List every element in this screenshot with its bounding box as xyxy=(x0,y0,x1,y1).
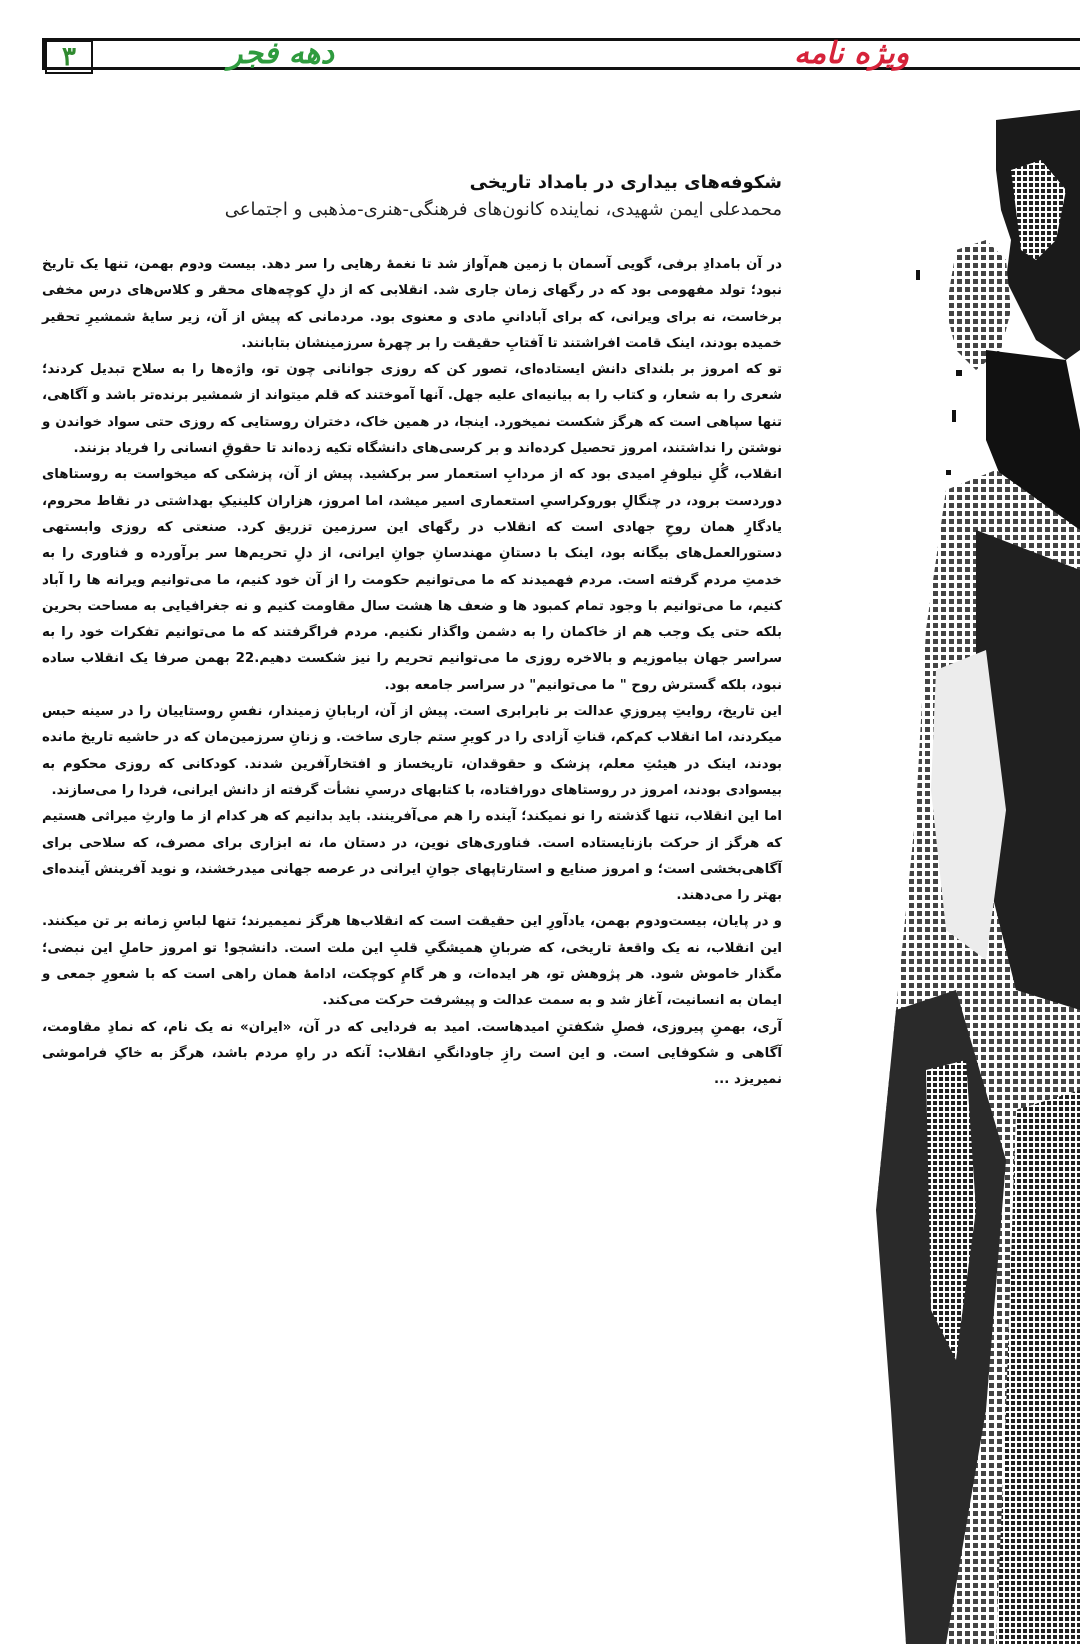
silhouette-portrait-icon xyxy=(836,110,1080,1644)
paragraph-1: در آن بامدادِ برفی، گویی آسمان با زمین هم‌آواز شد تا نغمهٔ رهایی را سر دهد. بیست ودوم بهمن، تنها یک تاریخ نبود؛ تولد مفهومی بود که در رگهای زمان جاری شد. انقلابی که از دلِ کوچه‌های محقر و کلاس‌های درس مخفی برخاست، نه برای ویرانی، که برای آبادانیِ مادی و معنوی بود. مردمانی که پیش از آن، زیر سایهٔ شمشیرِ تحقیر خمیده بودند، اینک قامت افراشتند تا آفتابِ حقیقت را بر چهرهٔ سرزمینشان بتابانند. xyxy=(42,257,782,351)
special-issue-label: ویژه نامه xyxy=(794,36,910,71)
article xyxy=(42,170,782,1094)
article-byline: محمدعلی ایمن شهیدی، نماینده کانون‌های فرهنگی-هنری-مذهبی و اجتماعی xyxy=(224,199,782,220)
portrait-photo xyxy=(836,110,1080,1644)
paragraph-7: آری، بهمنِ پیروزی، فصلِ شکفتنِ امیدهاست. امید به فردایی که در آن، «ایران» نه یک نام، که نمادِ مقاومت، آگاهی و شکوفایی است. و این است رازِ جاودانگیِ انقلاب: آنکه در راهِ مردم باشد، هرگز به خاکِ فراموشی نمیریزد ... xyxy=(42,1019,782,1088)
article-title: شکوفه‌های بیداری در بامداد تاریخی xyxy=(469,172,782,193)
paragraph-5: اما این انقلاب، تنها گذشته را نو نمیکند؛ آینده را هم می‌آفرینند. باید بدانیم که هر کدام از ما وارثِ میراثی هستیم که هرگز از حرکت بازنایستاده است. فناوری‌های نوین، در دستان ما، نه ابزاری برای مصرف، که سلاحی برای آگاهی‌بخشی است؛ و امروز صنایع و استارتاپهای جوانِ ایرانی در عرصه جهانی میدرخشند، و نوید آفرینش آینده‌ای بهتر را می‌دهند. xyxy=(42,809,782,904)
paragraph-3: انقلاب، گُلِ نیلوفرِ امیدی بود که از مردابِ استعمار سر برکشید. پیش از آن، پزشکی که میخواست به روستاهای دوردست برود، در چنگالِ بوروکراسیِ استعماری اسیر میشد، اما امروز، هزاران کلینیکِ بهداشتی در نقاط محروم، یادگارِ همان روحِ جهادی است که انقلاب در رگهای این سرزمین تزریق کرد. صنعتی که روزی وابستهی دستورالعمل‌های بیگانه بود، اینک با دستانِ مهندسانِ جوانِ ایرانی، از دلِ تحریم‌ها سر برآورده و فناوری را به خدمتِ مردم گرفته است. مردم فهمیدند که ما می‌توانیم حکومت را از آن خود کنیم، ما می‌توانیم ویرانه ها را آباد کنیم، ما می‌توانیم با وجود تمام کمبود ها و ضعف ها هشت سال مقاومت کنیم و نه جغرافیایی به مساحت بحرین بلکه حتی یک وجب هم از خاکمان را به دشمن واگذار نکنیم. مردم فراگرفتند که ما می‌توانیم تفکرات خود را به سراسر جهان بیاموزیم و بالاخره روزی ما می‌توانیم تحریم را نیز شکست دهیم.22 بهمن صرفا یک انقلاب ساده نبود، بلکه گسترش روح " ما می‌توانیم" در سراسر جامعه بود. xyxy=(42,467,782,693)
dahe-fajr-label: دهه فجر xyxy=(228,36,334,71)
paragraph-2: تو که امروز بر بلندای دانش ایستاده‌ای، تصور کن که روزی جوانانی چون تو، واژه‌ها را به سلاح تبدیل کردند؛ شعری را به شعار، و کتاب را به بیانیه‌ای علیه جهل. آنها آموختند که قلم میتواند از شمشیر برنده‌تر باشد و آگاهی، تنها سپاهی است که هرگز شکست نمیخورد. اینجا، در همین خاک، دختران روستایی که روزی حتی سواد خواندن و نوشتن را نداشتند، امروز تحصیل کرده‌اند و بر کرسی‌های دانشگاه تکیه زده‌اند تا حقوقِ انسانی را فریاد بزنند. xyxy=(42,362,782,457)
page-number: ۳ xyxy=(45,40,93,74)
paragraph-6: و در پایان، بیست‌ودوم بهمن، یادآورِ این حقیقت است که انقلاب‌ها هرگز نمیمیرند؛ تنها لباسِ زمانه بر تن میکنند. این انقلاب، نه یک واقعهٔ تاریخی، که ضربانِ همیشگیِ قلبِ این ملت است. دانشجو! تو امروز حاملِ این نبضی؛ مگذار خاموش شود. هر پژوهش تو، هر ایده‌ات، و هر گامِ کوچکت، ادامهٔ همان راهی است که با شعورِ جمعی و ایمان به انسانیت، آغاز شد و به سمت عدالت و پیشرفت حرکت می‌کند. xyxy=(42,914,782,1009)
paragraph-4: این تاریخ، روایتِ پیروزیِ عدالت بر نابرابری است. پیش از آن، اربابانِ زمیندار، نفسِ روستاییان را در سینه حبس میکردند، اما انقلاب کم‌کم، قناتِ آزادی را در کویرِ ستم جاری ساخت. و زنانِ سرزمین‌مان که در حاشیه تاریخ مانده بودند، اینک در هیئتِ معلم، پزشک و حقوقدان، تاریخساز و افتخارآفرین شدند. کودکانی که روزی محکوم به بیسوادی بودند، امروز در روستاهای دورافتاده، با کتابهای درسیِ نشأت گرفته از دانش ایرانی، فردا را می‌سازند. xyxy=(42,704,782,798)
header-bar xyxy=(42,38,1080,70)
